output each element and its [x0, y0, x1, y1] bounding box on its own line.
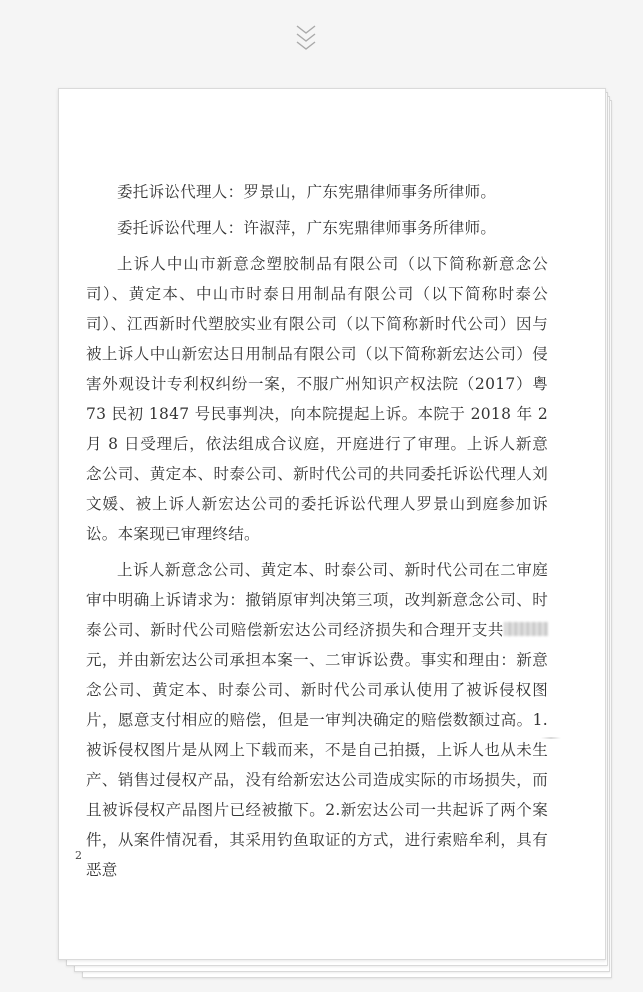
scan-mark — [541, 737, 561, 739]
paragraph-agent-1: 委托诉讼代理人：罗景山，广东宪鼎律师事务所律师。 — [117, 183, 497, 201]
page-number: 2 — [75, 849, 82, 862]
paragraph-case-intro: 上诉人中山市新意念塑胶制品有限公司（以下简称新意念公司）、黄定本、中山市时泰日用制品有限公司（以下简称时泰公司）、江西新时代塑胶实业有限公司（以下简称新时代公司）因与被上诉人中山新宏达日用制品有限公司（以下简称新宏达公司）侵害外观设计专利权纠纷一案，不服广州知识产权法院（2017）粤 73 民初 1847 号民事判决，向本院提起上诉。本院于 2018 年 2 月 8 日受理后，依法组成合议庭，开庭进行了审理。上诉人新意念公司、黄定本、时泰公司、新时代公司的共同委托诉讼代理人刘文媛、被上诉人新宏达公司的委托诉讼代理人罗景山到庭参加诉讼。本案现已审理终结。 — [86, 255, 548, 543]
appeal-text-after: 元，并由新宏达公司承担本案一、二审诉讼费。事实和理由：新意念公司、黄定本、时泰公司、新时代公司承认使用了被诉侵权图片，愿意支付相应的赔偿，但是一审判决确定的赔偿数额过高。1.被诉侵权图片是从网上下载而来，不是自己拍摄，上诉人也从未生产、销售过侵权产品，没有给新宏达公司造成实际的市场损失，而且被诉侵权产品图片已经被撤下。2.新宏达公司一共起诉了两个案件，从案件情况看，其采用钓鱼取证的方式，进行索赔牟利，具有恶意 — [86, 651, 548, 879]
appeal-text-before: 上诉人新意念公司、黄定本、时泰公司、新时代公司在二审庭审中明确上诉请求为：撤销原审判决第三项，改判新意念公司、时泰公司、新时代公司赔偿新宏达公司经济损失和合理开支共 — [86, 561, 548, 639]
document-body — [86, 177, 548, 891]
document-page-stack — [58, 88, 618, 978]
chevron-double-down-icon[interactable] — [293, 22, 319, 52]
viewer-toolbar — [0, 0, 643, 88]
paragraph-appeal-request — [86, 555, 548, 885]
paragraph-agent-2: 委托诉讼代理人：许淑萍，广东宪鼎律师事务所律师。 — [117, 219, 497, 237]
redacted-amount — [504, 622, 548, 636]
document-page — [58, 88, 606, 960]
